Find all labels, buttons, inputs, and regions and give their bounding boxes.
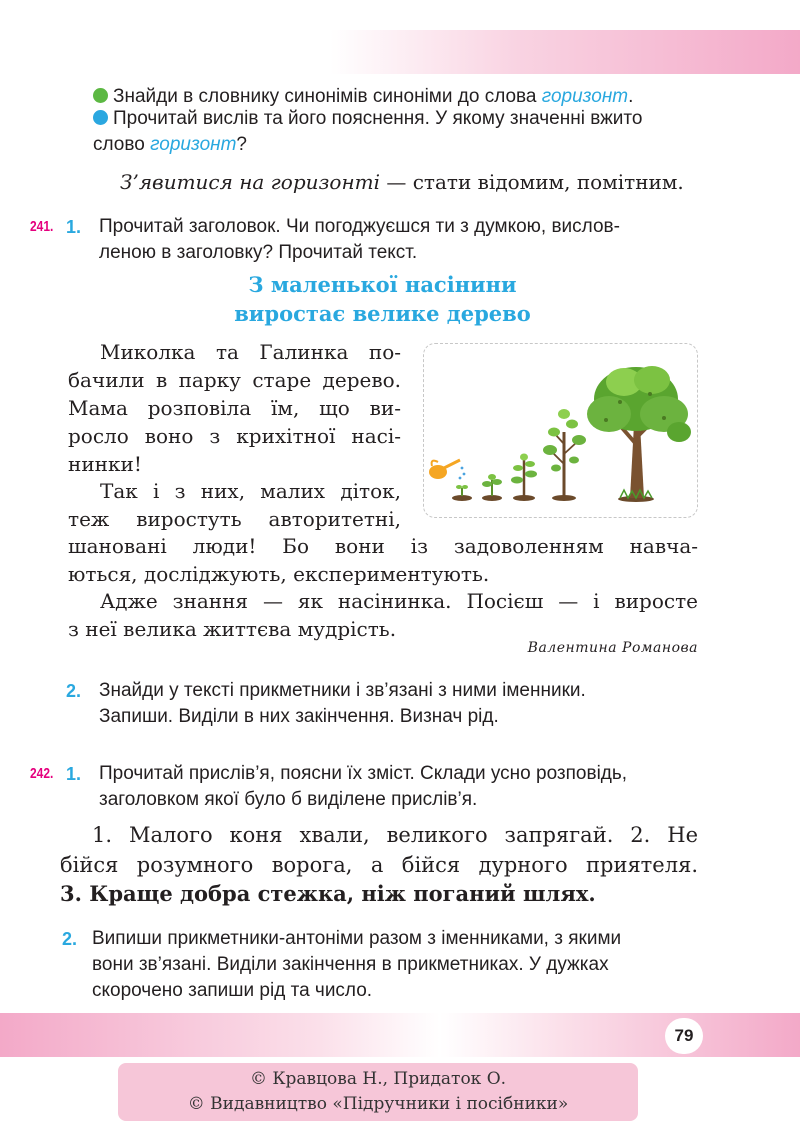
task-text: Випиши прикметники-антоніми разом з іменниками, з якими вони зв’язані. Виділи закінчення в прикметниках. У дужках скорочено запиши рід та число. [92,928,622,1001]
intro-task-synonyms: Знайди в словнику синонімів синоніми до слова горизонт. [93,84,703,110]
story-line: з неї велика життєва мудрість. [68,617,397,641]
story-line: ються, досліджують, експериментують. [68,562,490,586]
story-title-line2: виростає велике дерево [234,301,531,326]
intro-task-meaning: Прочитай вислів та його пояснення. У якому значенні вжито [93,106,703,132]
top-decorative-band [330,30,800,74]
story-line: Адже знання — як насінинка. Посієш — і виросте [100,589,698,613]
green-dot-icon [93,88,108,103]
story-line: нинки! [68,452,142,476]
task-number: 1. [66,217,82,237]
story-line: теж виростуть авторитетні, [68,507,401,531]
exercise-number-242: 242. [30,765,54,782]
story-line: росло воно з крихітної насі- [68,424,401,448]
proverb-line: 1. Малого коня хвали, великого запрягай. 2. Не [92,823,698,847]
story-line: Так і з них, малих діток, [100,479,401,503]
story-line: бачили в парку старе дерево. [68,368,401,392]
proverb-highlighted: 3. Краще добра стежка, ніж поганий шлях. [60,881,596,906]
tree-growth-illustration-svg [424,344,696,516]
story-line: Миколка та Галинка по- [100,340,401,364]
intro-task-meaning-cont: слово горизонт? [93,134,247,155]
author-name: Валентина Романова [527,640,698,656]
keyword-horizon: горизонт [150,134,237,155]
watering-can-icon [429,460,465,479]
blue-dot-icon [93,110,108,125]
keyword-horizon: горизонт [541,86,629,107]
task-number: 2. [62,929,78,949]
proverb-line: бійся розумного ворога, а бійся дурного приятеля. [60,853,698,877]
task-text: Прочитай прислів’я, поясни їх зміст. Склади усно розповідь, заголовком якої було б виділене прислів’я. [99,763,628,810]
page-number: 79 [665,1018,703,1054]
task-number: 2. [66,681,82,701]
idiom-quote: З’явитися на горизонті — стати відомим, помітним. [120,170,684,194]
tree-growth-illustration [423,343,698,518]
story-line: шановані люди! Бо вони із задоволенням навча- [68,534,698,558]
task-text: Знайди у тексті прикметники і зв’язані з ними іменники. Запиши. Виділи в них закінчення. Визнач рід. [99,680,586,727]
task-number: 1. [66,764,82,784]
story-line: Мама розповіла їм, що ви- [68,396,401,420]
exercise-number-241: 241. [30,218,54,235]
task-text: Прочитай заголовок. Чи погоджуєшся ти з думкою, вислов- леною в заголовку? Прочитай текст. [99,216,620,263]
copyright-box: © Кравцова Н., Придаток О. © Видавництво «Підручники і посібники» [118,1063,638,1121]
story-title-line1: З маленької насінини [248,272,517,297]
